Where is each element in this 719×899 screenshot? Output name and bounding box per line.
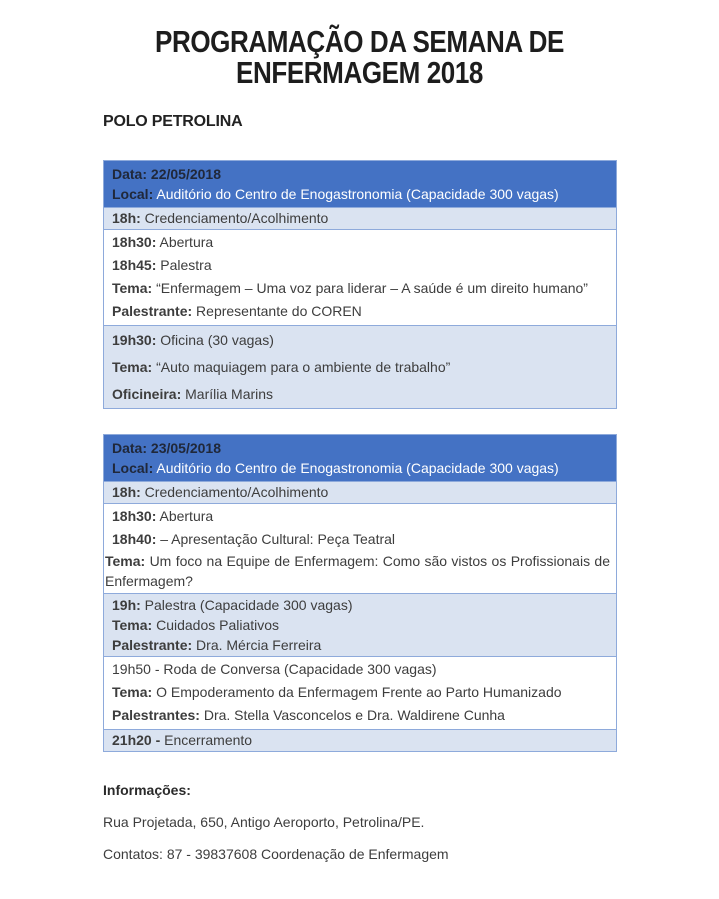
schedule-line: 18h: Credenciamento/Acolhimento <box>112 210 329 226</box>
schedule-line: 18h30: Abertura <box>112 234 214 250</box>
table-row <box>104 656 616 729</box>
schedule-line: Tema: Cuidados Paliativos <box>112 617 280 633</box>
line-label: Palestrante: <box>112 303 193 319</box>
date-label: Data: <box>112 166 148 182</box>
line-label: 19h30: <box>112 332 157 348</box>
location-line <box>112 184 608 204</box>
page-title-line1: PROGRAMAÇÃO DA SEMANA DE <box>154 24 564 59</box>
schedule-line: Tema: O Empoderamento da Enfermagem Frente ao Parto Humanizado <box>112 684 562 700</box>
date-line: Data: 22/05/2018 <box>112 166 221 182</box>
line-label: 18h30: <box>112 234 157 250</box>
line-label: Tema: <box>112 359 153 375</box>
schedule-line: 19h30: Oficina (30 vagas) <box>112 332 274 348</box>
line-label: Palestrantes: <box>112 707 200 723</box>
schedule-line: 18h: Credenciamento/Acolhimento <box>112 484 329 500</box>
table-row <box>104 593 616 656</box>
line-label: 18h30: <box>112 508 157 524</box>
date-label: Data: <box>112 440 148 456</box>
line-label: Tema: <box>105 553 146 569</box>
schedule-line: 19h: Palestra (Capacidade 300 vagas) <box>112 597 353 613</box>
schedule-line: 19h50 - Roda de Conversa (Capacidade 300 vagas) <box>112 661 437 677</box>
line-label: Palestrante: <box>112 637 193 653</box>
line-label: Tema: <box>112 684 153 700</box>
schedule-line: 21h20 - Encerramento <box>112 732 253 748</box>
location-value: Auditório do Centro de Enogastronomia (Capacidade 300 vagas) <box>153 460 559 476</box>
table-row <box>104 503 616 593</box>
line-label: 19h: <box>112 597 141 613</box>
line-label: Tema: <box>112 617 153 633</box>
schedule-line: 18h40: – Apresentação Cultural: Peça Teatral <box>112 531 396 547</box>
table-header <box>104 161 616 207</box>
contacts-line: Contatos: 87 - 39837608 Coordenação de Enfermagem <box>103 846 449 862</box>
table-row <box>104 229 616 325</box>
table-row <box>104 207 616 229</box>
schedule-line: Palestrantes: Dra. Stella Vasconcelos e Dra. Waldirene Cunha <box>112 707 505 723</box>
schedule-line: Tema: Um foco na Equipe de Enfermagem: Como são vistos os Profissionais de Enfermagem? <box>105 553 610 589</box>
location-label: Local: <box>112 186 154 202</box>
line-label: 21h20 - <box>112 732 161 748</box>
info-label: Informações: <box>103 782 191 798</box>
location-value: Auditório do Centro de Enogastronomia (Capacidade 300 vagas) <box>153 186 559 202</box>
schedule-table <box>103 160 617 409</box>
table-row <box>104 481 616 503</box>
table-row <box>104 729 616 751</box>
schedule-line: Palestrante: Dra. Mércia Ferreira <box>112 637 322 653</box>
schedule-line: Tema: “Auto maquiagem para o ambiente de trabalho” <box>112 359 451 375</box>
schedule-line: Palestrante: Representante do COREN <box>112 303 362 319</box>
line-label: 18h40: <box>112 531 157 547</box>
address-line: Rua Projetada, 650, Antigo Aeroporto, Petrolina/PE. <box>103 814 425 830</box>
line-label: 18h45: <box>112 257 157 273</box>
schedule-table <box>103 434 617 752</box>
line-label: Tema: <box>112 280 153 296</box>
page-title <box>58 26 662 88</box>
location-line <box>112 458 608 478</box>
footer-info <box>103 783 449 879</box>
schedule-tables <box>103 160 617 777</box>
line-label: 18h: <box>112 484 141 500</box>
location-label: Local: <box>112 460 154 476</box>
schedule-line: Tema: “Enfermagem – Uma voz para liderar – A saúde é um direito humano” <box>112 280 588 296</box>
campus-heading: POLO PETROLINA <box>103 113 243 130</box>
line-label: Oficineira: <box>112 386 182 402</box>
table-row <box>104 325 616 408</box>
schedule-line: 18h30: Abertura <box>112 508 214 524</box>
page-title-line2: ENFERMAGEM 2018 <box>236 55 483 90</box>
schedule-line: 18h45: Palestra <box>112 257 212 273</box>
table-header <box>104 435 616 481</box>
date-line: Data: 23/05/2018 <box>112 440 221 456</box>
line-label: 18h: <box>112 210 141 226</box>
schedule-line: Oficineira: Marília Marins <box>112 386 274 402</box>
